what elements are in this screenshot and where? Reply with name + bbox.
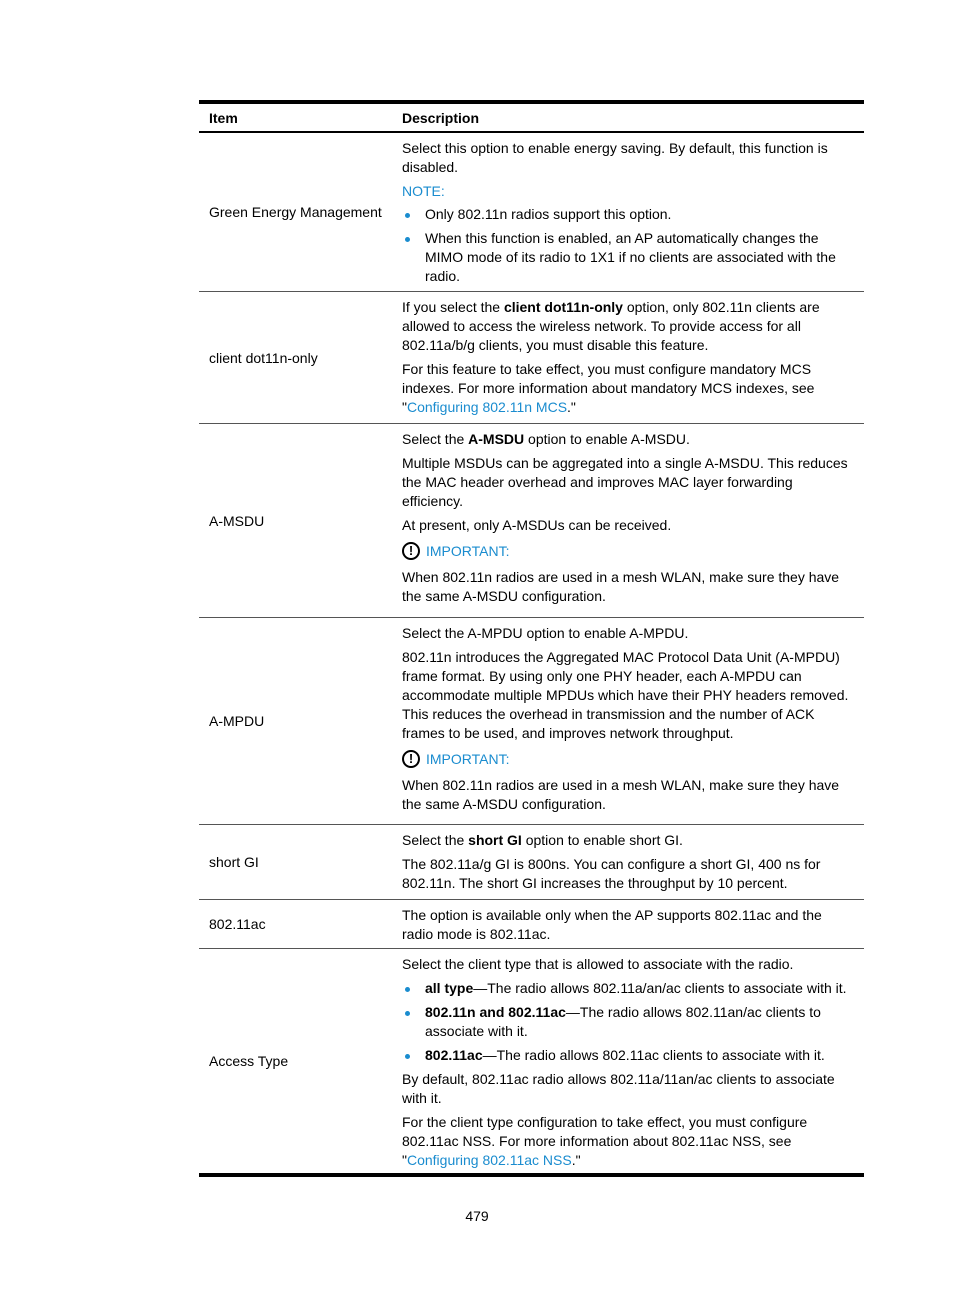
item-access-type: Access Type [209, 1053, 289, 1069]
settings-table [199, 100, 864, 1177]
amsdu-desc-3: At present, only A-MSDUs can be received. [402, 517, 672, 533]
list-item: 802.11ac—The radio allows 802.11ac clients to associate with it. [402, 1046, 856, 1065]
table-row-ampdu [199, 618, 864, 825]
item-client-dot11n: client dot11n-only [209, 349, 318, 366]
table-row-client-dot11n [199, 292, 864, 424]
client-desc-1: If you select the client dot11n-only option, only 802.11n clients are allowed to access the wireless network. To provide access for all 802.11a/b/g clients, you must disable this feature. [402, 299, 820, 353]
link-configuring-mcs[interactable]: Configuring 802.11n MCS [406, 399, 568, 415]
exclamation-circle-icon: ! [402, 542, 420, 560]
link-configuring-nss[interactable]: Configuring 802.11ac NSS [406, 1152, 572, 1168]
green-note-list [402, 205, 856, 286]
list-item: Only 802.11n radios support this option. [402, 205, 856, 224]
exclamation-circle-icon: ! [402, 750, 420, 768]
ampdu-desc-1: Select the A-MPDU option to enable A-MPDU. [402, 625, 689, 641]
list-item: When this function is enabled, an AP automatically changes the MIMO mode of its radio to 1X1 if no clients are associated with the radio. [402, 229, 856, 286]
ampdu-desc-2: 802.11n introduces the Aggregated MAC Protocol Data Unit (A-MPDU) frame format. By using only one PHY header, each A-MPDU can accommodate multiple MPDUs which have their PHY headers removed. This reduces the overhead in transmission and the number of ACK frames to be used, and improves network throughput. [402, 649, 849, 741]
item-80211ac: 802.11ac [209, 916, 266, 932]
list-item: 802.11n and 802.11ac—The radio allows 802.11an/ac clients to associate with it. [402, 1003, 856, 1041]
amsdu-desc-1: Select the A-MSDU option to enable A-MSDU. [402, 431, 690, 447]
page-number: 479 [465, 1208, 489, 1224]
important-label: ! IMPORTANT: [402, 540, 856, 562]
table-row-green-energy [199, 133, 864, 292]
list-item: all type—The radio allows 802.11a/an/ac clients to associate with it. [402, 979, 856, 998]
ampdu-desc-3: When 802.11n radios are used in a mesh WLAN, make sure they have the same A-MSDU configuration. [402, 777, 840, 812]
client-desc-2: For this feature to take effect, you must configure mandatory MCS indexes. For more information about mandatory MCS indexes, see "Configuring 802.11n MCS." [402, 361, 815, 415]
table-row-80211ac [199, 900, 864, 949]
amsdu-desc-2: Multiple MSDUs can be aggregated into a single A-MSDU. This reduces the MAC header overhead and improves MAC layer forwarding efficiency. [402, 455, 848, 509]
header-description: Description [402, 109, 480, 126]
amsdu-desc-4: When 802.11n radios are used in a mesh WLAN, make sure they have the same A-MSDU configuration. [402, 569, 840, 604]
table-row-amsdu [199, 424, 864, 618]
note-label: NOTE: [402, 183, 445, 199]
ac-desc: The option is available only when the AP supports 802.11ac and the radio mode is 802.11ac. [402, 907, 822, 942]
table-row-access-type [199, 949, 864, 1173]
access-desc-2: By default, 802.11ac radio allows 802.11a/11an/ac clients to associate with it. [402, 1071, 835, 1106]
table-header [199, 104, 864, 133]
item-ampdu: A-MPDU [209, 713, 265, 729]
green-desc: Select this option to enable energy saving. By default, this function is disabled. [402, 140, 828, 175]
item-green-energy: Green Energy Management [209, 204, 382, 220]
access-desc-1: Select the client type that is allowed to associate with the radio. [402, 956, 794, 972]
item-short-gi: short GI [209, 854, 259, 870]
header-item: Item [209, 109, 238, 126]
important-label: ! IMPORTANT: [402, 748, 856, 770]
access-desc-3: For the client type configuration to take effect, you must configure 802.11ac NSS. For more information about 802.11ac NSS, see "Configuring 802.11ac NSS." [402, 1114, 808, 1168]
shortgi-desc-1: Select the short GI option to enable short GI. [402, 832, 683, 848]
item-amsdu: A-MSDU [209, 512, 265, 529]
shortgi-desc-2: The 802.11a/g GI is 800ns. You can configure a short GI, 400 ns for 802.11n. The short GI increases the throughput by 10 percent. [402, 856, 821, 891]
table-row-short-gi [199, 825, 864, 900]
access-type-list [402, 979, 856, 1065]
